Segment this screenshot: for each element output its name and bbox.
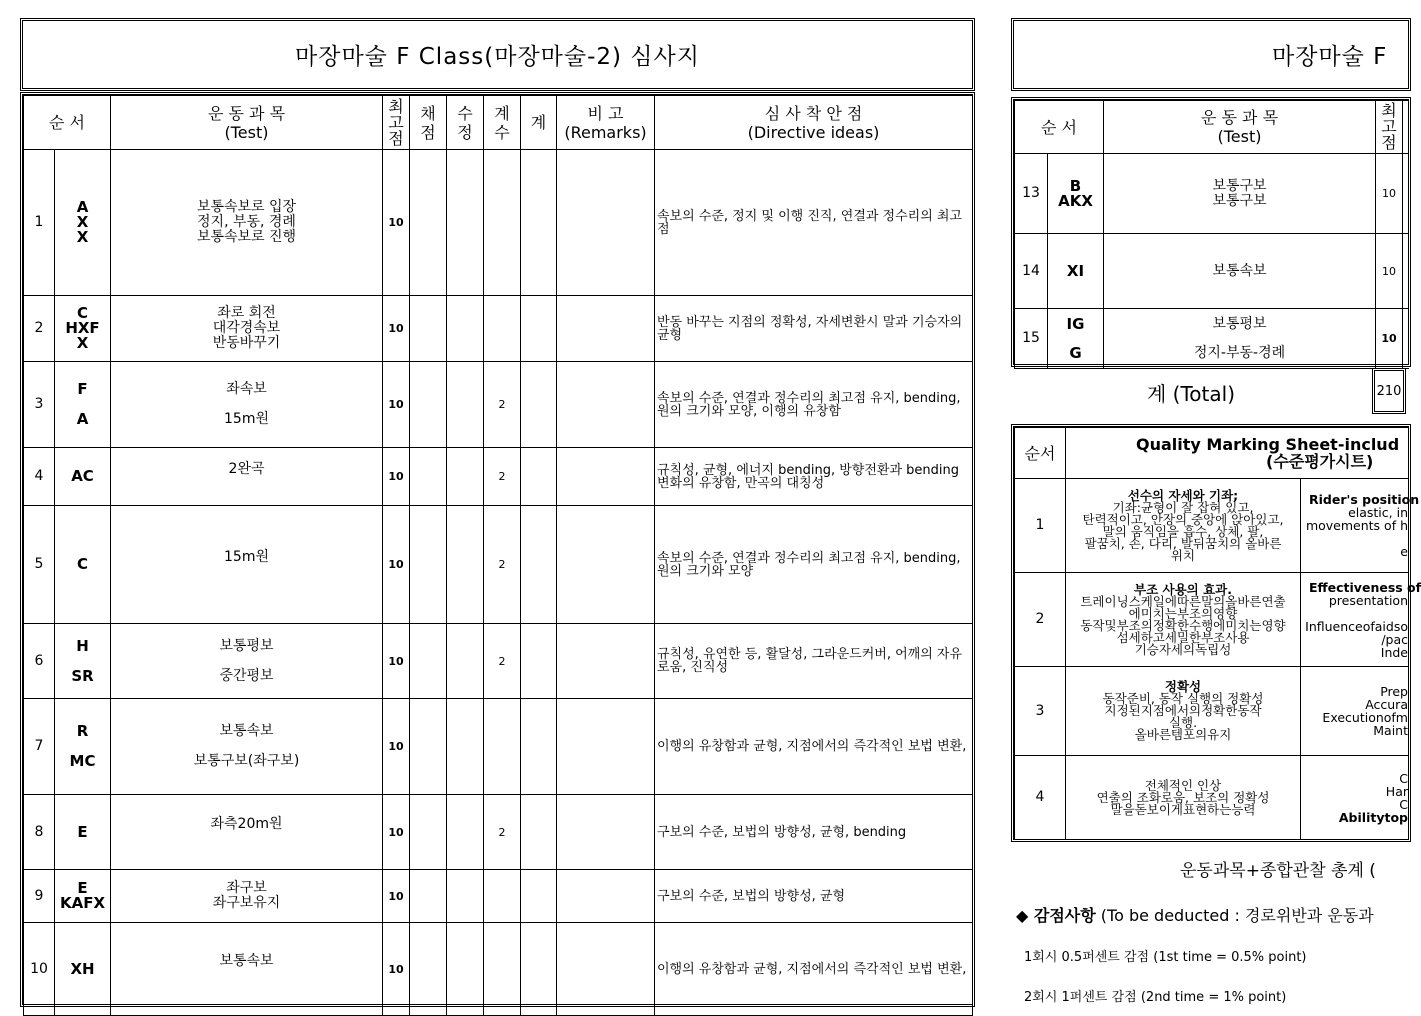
row-number: 2 [24, 296, 55, 362]
quality-number: 3 [1015, 667, 1066, 756]
right-header-test: 운 동 과 목 (Test) [1104, 101, 1376, 154]
test-line: 중간평보 [219, 667, 274, 684]
quality-ko-line: 에미치는부조의영향 [1128, 605, 1238, 621]
quality-en-line: presentation [1328, 592, 1408, 608]
row-max: 10 [383, 150, 410, 296]
row-directive: 이행의 유창함과 균형, 지점에서의 즉각적인 보법 변환, [655, 923, 973, 1016]
row-score-cell[interactable] [410, 362, 447, 448]
row-remarks-cell[interactable] [557, 870, 655, 923]
header-correct: 수 정 [447, 96, 484, 150]
quality-korean [1066, 479, 1301, 573]
row-max: 10 [383, 362, 410, 448]
row-coef: 2 [484, 624, 521, 699]
row-code [55, 362, 111, 448]
quality-row-3 [1015, 667, 1409, 756]
row-score-cell[interactable] [410, 296, 447, 362]
quality-en-line: e [1400, 544, 1408, 559]
right-header-max: 최 고 점 [1376, 101, 1403, 154]
row-correct-cell[interactable] [447, 870, 484, 923]
total-value: 210 [1376, 383, 1402, 399]
quality-en-line: /pac [1381, 631, 1408, 647]
left-row-7 [24, 699, 973, 795]
row-correct-cell[interactable] [447, 795, 484, 870]
quality-en-line: Inde [1380, 644, 1408, 660]
row-code [55, 150, 111, 296]
row-test [111, 150, 383, 296]
code-line: E [77, 822, 88, 841]
row-score-cell[interactable] [410, 624, 447, 699]
quality-ko-line: 기승자세의독립성 [1134, 641, 1232, 657]
deduction-second: 2회시 1퍼센트 감점 (2nd time = 1% point) [1024, 990, 1287, 1005]
test-line: 보통속보로 진행 [196, 229, 297, 245]
quality-ko-line: 트레이닝스케일에따른말의올바른연출 [1080, 593, 1286, 609]
quality-en-line [1301, 532, 1408, 545]
quality-ko-line: 팔꿈치, 손, 다리, 발뒤꿈치의 올바른 [1084, 535, 1282, 551]
row-directive: 속보의 수준, 연결과 정수리의 최고점 유지, bending, 원의 크기와 모양, 이행의 유창함 [655, 362, 973, 448]
quality-en-line: C [1399, 796, 1408, 812]
quality-ko-line: 말의 움직임을 흡수, 상체, 팔, [1102, 523, 1264, 539]
row-score-cell[interactable] [410, 506, 447, 624]
left-row-4 [24, 448, 973, 506]
quality-row-1 [1015, 479, 1409, 573]
row-score-cell[interactable] [410, 870, 447, 923]
row-correct-cell[interactable] [447, 624, 484, 699]
left-row-5 [24, 506, 973, 624]
quality-ko-line: 섬세하고세밀한부조사용 [1116, 629, 1250, 645]
row-code [55, 624, 111, 699]
quality-en-line: Prep [1380, 684, 1408, 699]
header-coef: 계 수 [484, 96, 521, 150]
row-code [55, 699, 111, 795]
quality-ko-line: 탄력적이고, 안장의 중앙에 앉아있고, [1082, 511, 1284, 527]
right-header-order: 순 서 [1015, 101, 1104, 154]
code-line: A [76, 198, 89, 216]
left-row-3 [24, 362, 973, 448]
test-line: 보통구보 [1212, 177, 1267, 194]
row-total-cell[interactable] [521, 923, 557, 1016]
quality-ko-line: 실행. [1168, 715, 1198, 730]
row-number: 7 [24, 699, 55, 795]
quality-en-line: elastic, in [1348, 505, 1408, 520]
row-score-cell[interactable] [1403, 154, 1409, 234]
row-total-cell[interactable] [521, 362, 557, 448]
header-test-en: (Test) [224, 122, 269, 142]
row-coef: 2 [484, 506, 521, 624]
deduction-desc: (To be deducted : 경로위반과 운동과 [1095, 906, 1374, 925]
header-score: 채 점 [410, 96, 447, 150]
row-correct-cell[interactable] [447, 448, 484, 506]
row-test [111, 296, 383, 362]
test-line: 보통구보(좌구보) [193, 753, 300, 769]
row-correct-cell[interactable] [447, 506, 484, 624]
row-test [111, 624, 383, 699]
row-number: 15 [1015, 309, 1048, 369]
header-test [111, 96, 383, 150]
row-max: 10 [1376, 309, 1403, 369]
row-directive: 이행의 유창함과 균형, 지점에서의 즉각적인 보법 변환, [655, 699, 973, 795]
quality-korean [1066, 573, 1301, 667]
row-code [55, 448, 111, 506]
row-max: 10 [383, 795, 410, 870]
left-title-text: 마장마술 F Class(마장마술-2) 심사지 [295, 44, 700, 70]
code-line: MC [69, 752, 96, 770]
quality-en-line: Har [1385, 783, 1408, 799]
left-score-table [20, 92, 975, 1007]
header-order: 순 서 [24, 96, 111, 150]
test-line [111, 654, 382, 669]
code-line: AC [71, 467, 94, 485]
row-correct-cell[interactable] [447, 362, 484, 448]
code-line: H [76, 636, 89, 655]
row-directive: 구보의 수준, 보법의 방향성, 균형, bending [655, 795, 973, 870]
row-max: 10 [383, 870, 410, 923]
quality-ko-line: 전체적인 인상 [1144, 777, 1222, 793]
row-total-cell[interactable] [521, 506, 557, 624]
test-line: 대각경속보 [212, 320, 281, 336]
test-line: 정지, 부동, 경례 [197, 214, 296, 230]
test-line: 2완곡 [228, 460, 265, 477]
row-score-cell[interactable] [410, 150, 447, 296]
quality-ko-line: 지정된지점에서의정확한동작 [1104, 703, 1262, 718]
code-line: KAFX [59, 894, 106, 912]
row-directive: 속보의 수준, 연결과 정수리의 최고점 유지, bending, 원의 크기와 모양 [655, 506, 973, 624]
code-line: C [76, 304, 88, 322]
row-score-cell[interactable] [410, 795, 447, 870]
quality-en-line: Accura [1365, 697, 1408, 712]
test-line: 보통속보 [1212, 262, 1267, 279]
left-row-1 [24, 150, 973, 296]
row-max: 10 [383, 923, 410, 1016]
quality-ko-line: 연출의 조화로움, 보조의 정확성 [1096, 789, 1270, 805]
test-line [111, 739, 382, 754]
row-score-cell[interactable] [1403, 309, 1409, 369]
quality-ko-title: 선수의 자세와 기좌; [1127, 487, 1239, 503]
code-line: XI [1066, 261, 1085, 280]
row-max: 10 [383, 624, 410, 699]
row-test [1104, 309, 1376, 369]
test-line: 보통구보 [1212, 192, 1267, 209]
test-line: 보통평보 [219, 637, 274, 654]
code-line: XH [70, 959, 95, 978]
row-number: 6 [24, 624, 55, 699]
quality-number: 2 [1015, 573, 1066, 667]
test-line: 정지-부동-경례 [1193, 344, 1286, 361]
test-line: 15m원 [224, 548, 269, 565]
deduction-line [1016, 903, 1374, 926]
row-code [1048, 309, 1104, 369]
row-test [111, 795, 383, 870]
quality-ko-line: 말을돋보이게표현하는능력 [1110, 801, 1256, 817]
quality-en-line: Maint [1373, 723, 1408, 738]
row-remarks-cell[interactable] [557, 448, 655, 506]
test-line [111, 969, 382, 984]
row-code [1048, 234, 1104, 309]
row-remarks-cell[interactable] [557, 923, 655, 1016]
row-test [111, 923, 383, 1016]
test-line: 좌측20m원 [210, 816, 283, 832]
row-coef [484, 923, 521, 1016]
row-code [55, 923, 111, 1016]
deduction-title: ◆ 감점사항 [1016, 906, 1096, 925]
code-line: X [76, 228, 89, 246]
header-remarks: 비 고 (Remarks) [557, 96, 655, 150]
row-score-cell[interactable] [410, 923, 447, 1016]
quality-row-4 [1015, 756, 1409, 840]
total-value-box [1372, 368, 1406, 414]
row-number: 3 [24, 362, 55, 448]
row-test [1104, 154, 1376, 234]
code-line: AKX [1058, 191, 1093, 210]
row-code [55, 870, 111, 923]
test-line: 보통속보 [219, 953, 274, 969]
test-line: 좌로 회전 [217, 305, 276, 321]
row-number: 14 [1015, 234, 1048, 309]
row-remarks-cell[interactable] [557, 506, 655, 624]
test-line [111, 832, 382, 847]
row-number: 5 [24, 506, 55, 624]
right-row-14 [1015, 234, 1409, 309]
quality-en-title: Effectiveness of [1309, 579, 1421, 595]
quality-en-line: movements of h [1305, 518, 1408, 533]
test-line: 보통속보로 입장 [196, 199, 297, 215]
quality-korean [1066, 756, 1301, 840]
code-line: X [76, 213, 89, 231]
quality-ko-line: 동작및부조의정확한수행에미치는영향 [1080, 617, 1286, 633]
quality-subtitle: (수준평가시트) [1266, 452, 1374, 471]
test-line: 좌구보유지 [212, 895, 281, 911]
row-test [1104, 234, 1376, 309]
quality-en-line: Executionofm [1322, 710, 1408, 725]
right-title-text: 마장마술 F [1272, 44, 1388, 70]
row-coef: 2 [484, 448, 521, 506]
quality-english [1301, 667, 1409, 756]
row-test [111, 699, 383, 795]
header-total: 계 [521, 96, 557, 150]
row-coef [484, 150, 521, 296]
test-line [111, 477, 382, 492]
grand-total-line: 운동과목+종합관찰 총계 ( [1180, 861, 1376, 881]
right-score-table [1011, 97, 1411, 367]
code-line: X [76, 334, 89, 352]
test-line: 좌속보 [226, 381, 267, 397]
row-correct-cell[interactable] [447, 699, 484, 795]
code-line: E [77, 879, 88, 897]
code-line: F [77, 380, 88, 398]
row-number: 4 [24, 448, 55, 506]
test-line: 보통평보 [1212, 315, 1267, 332]
row-directive: 규칙성, 유연한 등, 활달성, 그라운드커버, 어깨의 자유로움, 진직성 [655, 624, 973, 699]
row-number: 10 [24, 923, 55, 1016]
code-line: C [76, 555, 88, 573]
row-number: 9 [24, 870, 55, 923]
left-row-8 [24, 795, 973, 870]
row-total-cell[interactable] [521, 699, 557, 795]
code-line: SR [71, 666, 94, 685]
quality-english [1301, 479, 1420, 573]
row-number: 8 [24, 795, 55, 870]
left-sheet-title [20, 18, 975, 91]
row-coef: 2 [484, 795, 521, 870]
quality-en-title: Rider's position [1309, 492, 1420, 507]
code-line: IG [1066, 314, 1085, 333]
row-remarks-cell[interactable] [557, 699, 655, 795]
quality-row-2 [1015, 573, 1409, 667]
test-line: 보통속보 [219, 723, 274, 739]
row-total-cell[interactable] [521, 448, 557, 506]
quality-ko-line: 올바른템포의유지 [1134, 727, 1232, 742]
row-coef [484, 296, 521, 362]
row-max: 10 [1376, 234, 1403, 309]
code-line: HXF [65, 319, 100, 337]
row-total-cell[interactable] [521, 870, 557, 923]
left-row-9 [24, 870, 973, 923]
row-test [111, 448, 383, 506]
quality-order-header: 순서 [1015, 428, 1066, 479]
row-code [55, 296, 111, 362]
code-line: A [76, 410, 89, 428]
row-test [111, 362, 383, 448]
right-sheet-title [1011, 18, 1411, 91]
row-coef: 2 [484, 362, 521, 448]
quality-title-cell [1066, 428, 1409, 479]
deduction-first: 1회시 0.5퍼센트 감점 (1st time = 0.5% point) [1024, 950, 1307, 965]
row-directive: 반동 바꾸는 지점의 정확성, 자세변환시 말과 기승자의 균형 [655, 296, 973, 362]
row-max: 10 [383, 296, 410, 362]
row-test [111, 870, 383, 923]
left-row-2 [24, 296, 973, 362]
row-directive: 구보의 수준, 보법의 방향성, 균형 [655, 870, 973, 923]
quality-en-line: C [1399, 770, 1408, 786]
row-code [1048, 154, 1104, 234]
quality-english [1301, 756, 1409, 840]
right-row-13 [1015, 154, 1409, 234]
row-coef [484, 870, 521, 923]
row-score-cell[interactable] [410, 699, 447, 795]
left-header-row [24, 96, 973, 150]
header-max: 최 고 점 [383, 96, 410, 150]
quality-en-line: Abilitytop [1338, 809, 1408, 825]
test-line [111, 565, 382, 580]
row-max: 10 [383, 506, 410, 624]
row-total-cell[interactable] [521, 150, 557, 296]
row-remarks-cell[interactable] [557, 150, 655, 296]
quality-number: 1 [1015, 479, 1066, 573]
row-remarks-cell[interactable] [557, 296, 655, 362]
quality-korean [1066, 667, 1301, 756]
row-max: 10 [383, 699, 410, 795]
test-line [111, 397, 382, 412]
quality-header-row [1015, 428, 1409, 479]
row-code [55, 506, 111, 624]
row-total-cell[interactable] [521, 296, 557, 362]
left-row-6 [24, 624, 973, 699]
row-remarks-cell[interactable] [557, 624, 655, 699]
row-max: 10 [1376, 154, 1403, 234]
right-header-row [1015, 101, 1409, 154]
row-directive: 규칙성, 균형, 에너지 bending, 방향전환과 bending 변화의 유창함, 만곡의 대칭성 [655, 448, 973, 506]
quality-title: Quality Marking Sheet-includ [1136, 435, 1400, 454]
quality-en-line: Influenceofaidso [1305, 618, 1408, 634]
quality-ko-line: 동작준비, 동작 실행의 정확성 [1102, 691, 1264, 706]
right-row-15 [1015, 309, 1409, 369]
row-correct-cell[interactable] [447, 150, 484, 296]
row-test [111, 506, 383, 624]
row-remarks-cell[interactable] [557, 795, 655, 870]
row-number: 1 [24, 150, 55, 296]
row-remarks-cell[interactable] [557, 362, 655, 448]
total-label: 계 (Total) [1147, 381, 1235, 406]
row-coef [484, 699, 521, 795]
quality-number: 4 [1015, 756, 1066, 840]
quality-ko-title: 정확성 [1164, 679, 1202, 694]
test-line: 반동바꾸기 [212, 335, 281, 351]
row-score-cell[interactable] [1403, 234, 1409, 309]
row-max: 10 [383, 448, 410, 506]
row-correct-cell[interactable] [447, 923, 484, 1016]
quality-english [1301, 573, 1421, 667]
code-line: G [1069, 343, 1082, 362]
left-row-10 [24, 923, 973, 1016]
quality-ko-line: 위치 [1170, 547, 1196, 563]
test-line: 15m원 [224, 411, 269, 427]
code-line: B [1069, 176, 1082, 195]
header-directive: 심 사 착 안 점 (Directive ideas) [655, 96, 973, 150]
quality-ko-title: 부조 사용의 효과. [1134, 581, 1232, 597]
quality-marking-table [1011, 424, 1421, 842]
test-line: 좌구보 [226, 880, 267, 896]
row-code [55, 795, 111, 870]
row-correct-cell[interactable] [447, 296, 484, 362]
row-total-cell[interactable] [521, 624, 557, 699]
row-total-cell[interactable] [521, 795, 557, 870]
row-number: 13 [1015, 154, 1048, 234]
quality-en-line [1301, 607, 1408, 620]
row-directive: 속보의 수준, 정지 및 이행 진직, 연결과 정수리의 최고점 [655, 150, 973, 296]
header-test-ko: 운 동 과 목 [207, 103, 286, 123]
code-line: R [76, 722, 89, 740]
quality-ko-line: 기좌:균형이 잘 잡혀 있고, [1112, 499, 1254, 515]
row-score-cell[interactable] [410, 448, 447, 506]
